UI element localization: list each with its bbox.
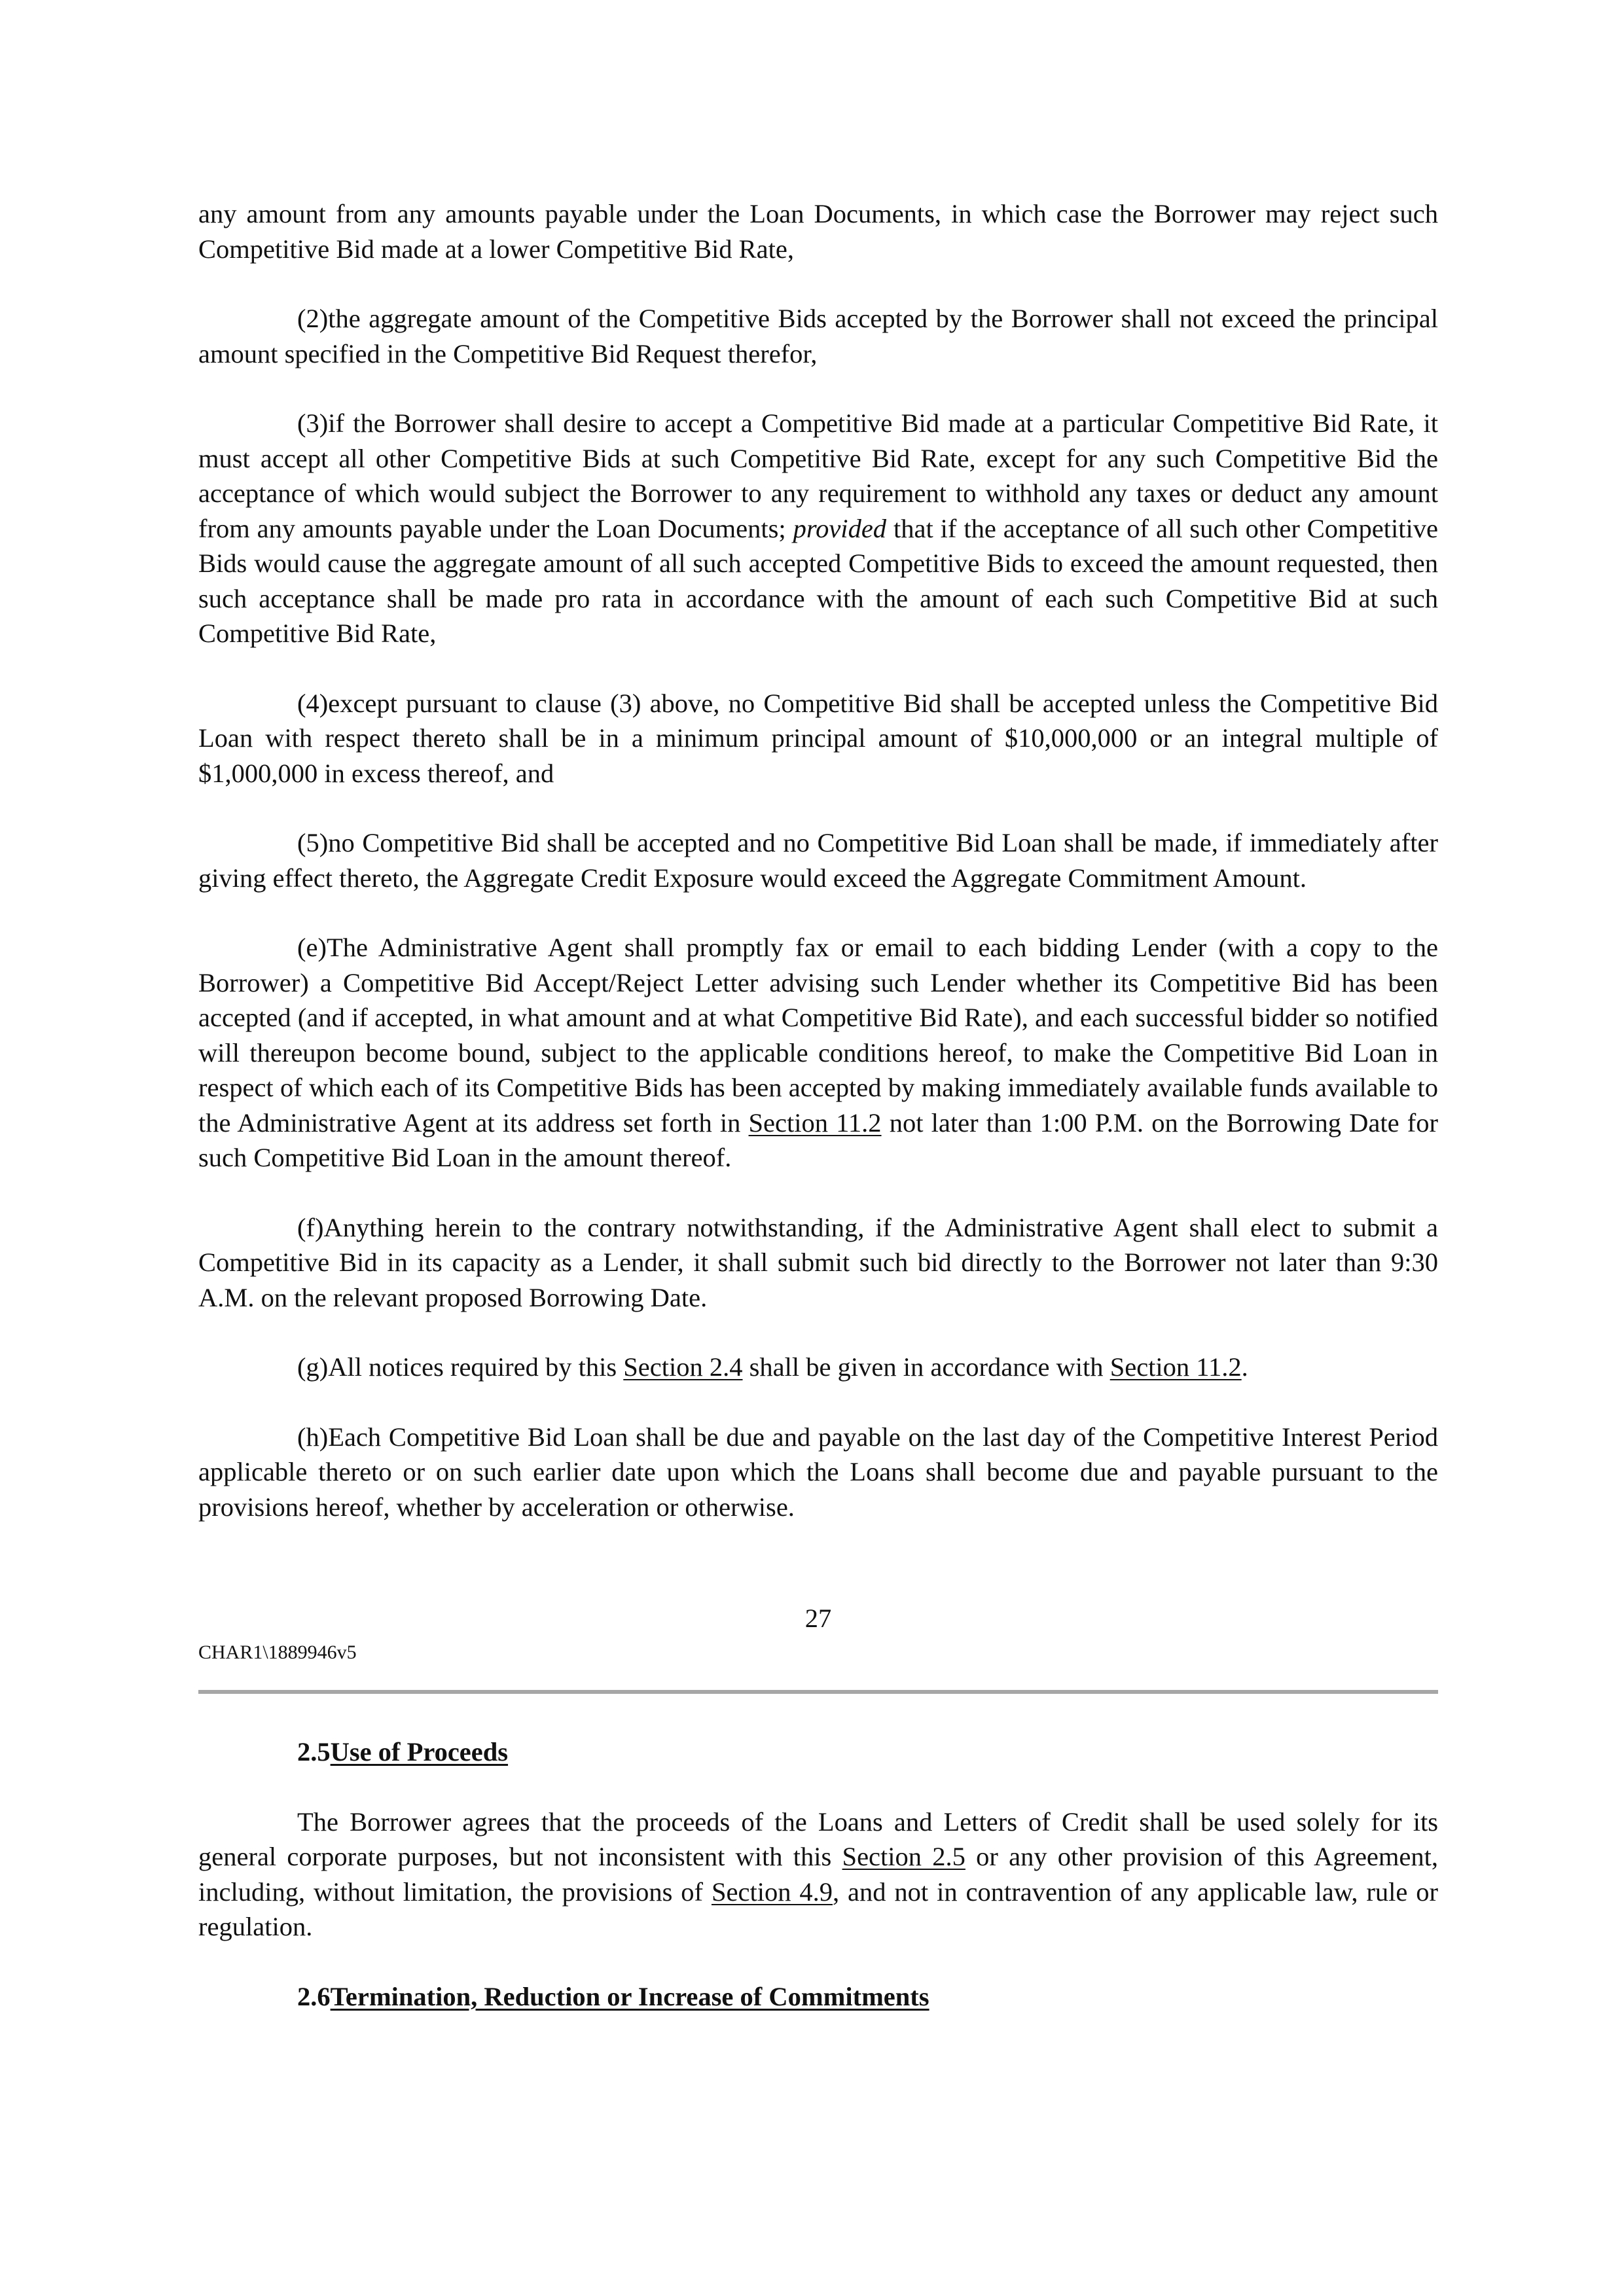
clause-text: no Competitive Bid shall be accepted and no Competitive Bid Loan shall be made, if immediately after giving effect thereto, the Aggregate Credit Exposure would exceed the Aggregate Commitment Amount. [198, 828, 1438, 893]
clause-e [198, 930, 1438, 1175]
section-title: Use of Proceeds [330, 1737, 509, 1767]
document-id: CHAR1\1889946v5 [198, 1641, 357, 1663]
page-body [198, 196, 1438, 1559]
section-number: 2.6 [297, 1981, 331, 2011]
clause-text: All notices required by this [328, 1352, 624, 1382]
clause-label: (e) [297, 933, 327, 962]
clause-label: (3) [297, 408, 329, 438]
clause-text: that if the acceptance of all such other Competitive Bids would cause the aggregate amount of all such accepted Competitive Bids to exceed the amount requested, then such acceptance shall be made pro rata in accordance with the amount of each such Competitive Bid at such Competitive Bid Rate, [198, 513, 1438, 648]
paragraph-text: , and not in contravention of any applicable law, rule or regulation. [198, 1876, 1438, 1941]
italic-term: provided [793, 513, 887, 543]
use-of-proceeds-paragraph [198, 1804, 1438, 1945]
page-divider [198, 1690, 1438, 1694]
clause-3 [198, 406, 1438, 651]
clause-5 [198, 825, 1438, 895]
clause-text: . [1241, 1352, 1248, 1382]
clause-text: the aggregate amount of the Competitive Bids accepted by the Borrower shall not exceed the principal amount specified in the Competitive Bid Request therefor, [198, 304, 1438, 368]
clause-text: except pursuant to clause (3) above, no Competitive Bid shall be accepted unless the Competitive Bid Loan with respect thereto shall be in a minimum principal amount of $10,000,000 or an integral multiple of $1,000,000 in excess thereof, and [198, 688, 1438, 788]
clause-label: (g) [297, 1352, 329, 1382]
next-page-body [198, 1734, 1438, 2049]
section-reference-link[interactable]: Section 2.5 [842, 1842, 965, 1871]
clause-g [198, 1350, 1438, 1385]
clause-text: Anything herein to the contrary notwithstanding, if the Administrative Agent shall elect to submit a Competitive Bid in its capacity as a Lender, it shall submit such bid directly to the Borrower not later than 9:30 A.M. on the relevant proposed Borrowing Date. [198, 1212, 1438, 1312]
section-heading-2-6 [198, 1979, 1438, 2015]
section-reference-link[interactable]: Section 11.2 [1110, 1352, 1242, 1382]
clause-text: The Administrative Agent shall promptly fax or email to each bidding Lender (with a copy to the Borrower) a Competitive Bid Accept/Reject Letter advising such Lender whether its Competitive Bid has been accepted (and if accepted, in what amount and at what Competitive Bid Rate), and each successful bidder so notified will thereupon become bound, subject to the applicable conditions hereof, to make the Competitive Bid Loan in respect of which each of its Competitive Bids has been accepted by making immediately available funds available to the Administrative Agent at its address set forth in [198, 933, 1438, 1138]
section-heading-2-5 [198, 1734, 1438, 1770]
clause-text: if the Borrower shall desire to accept a Competitive Bid made at a particular Competitive Bid Rate, it must accept all other Competitive Bids at such Competitive Bid Rate, except for any such Competitive Bid the acceptance of which would subject the Borrower to any requirement to withhold any taxes or deduct any amount from any amounts payable under the Loan Documents; [198, 408, 1438, 543]
clause-2 [198, 301, 1438, 371]
section-number: 2.5 [297, 1737, 331, 1767]
clause-h [198, 1420, 1438, 1525]
clause-f [198, 1210, 1438, 1316]
clause-label: (h) [297, 1422, 329, 1452]
clause-text: shall be given in accordance with [742, 1352, 1110, 1382]
paragraph-text: The Borrower agrees that the proceeds of the Loans and Letters of Credit shall be used solely for its general corporate purposes, but not inconsistent with this [198, 1806, 1438, 1871]
clause-label: (4) [297, 688, 329, 718]
clause-text: not later than 1:00 P.M. on the Borrowing Date for such Competitive Bid Loan in the amount thereof. [198, 1107, 1438, 1172]
clause-label: (5) [297, 828, 329, 857]
page-number: 27 [804, 1604, 832, 1633]
section-reference-link[interactable]: Section 11.2 [748, 1107, 882, 1138]
section-title: Termination, Reduction or Increase of Commitments [330, 1981, 929, 2011]
paragraph-continuation [198, 196, 1438, 266]
clause-text: Each Competitive Bid Loan shall be due and payable on the last day of the Competitive Interest Period applicable thereto or on such earlier date upon which the Loans shall become due and payable pursuant to the provisions hereof, whether by acceleration or otherwise. [198, 1422, 1438, 1522]
paragraph-text: or any other provision of this Agreement, including, without limitation, the provisions of [198, 1842, 1438, 1907]
section-reference-link[interactable]: Section 2.4 [623, 1352, 743, 1382]
paragraph-text: any amount from any amounts payable under the Loan Documents, in which case the Borrower may reject such Competitive Bid made at a lower Competitive Bid Rate, [198, 199, 1438, 264]
clause-label: (2) [297, 304, 329, 333]
clause-4 [198, 686, 1438, 791]
clause-label: (f) [297, 1212, 324, 1242]
section-reference-link[interactable]: Section 4.9 [711, 1876, 833, 1907]
